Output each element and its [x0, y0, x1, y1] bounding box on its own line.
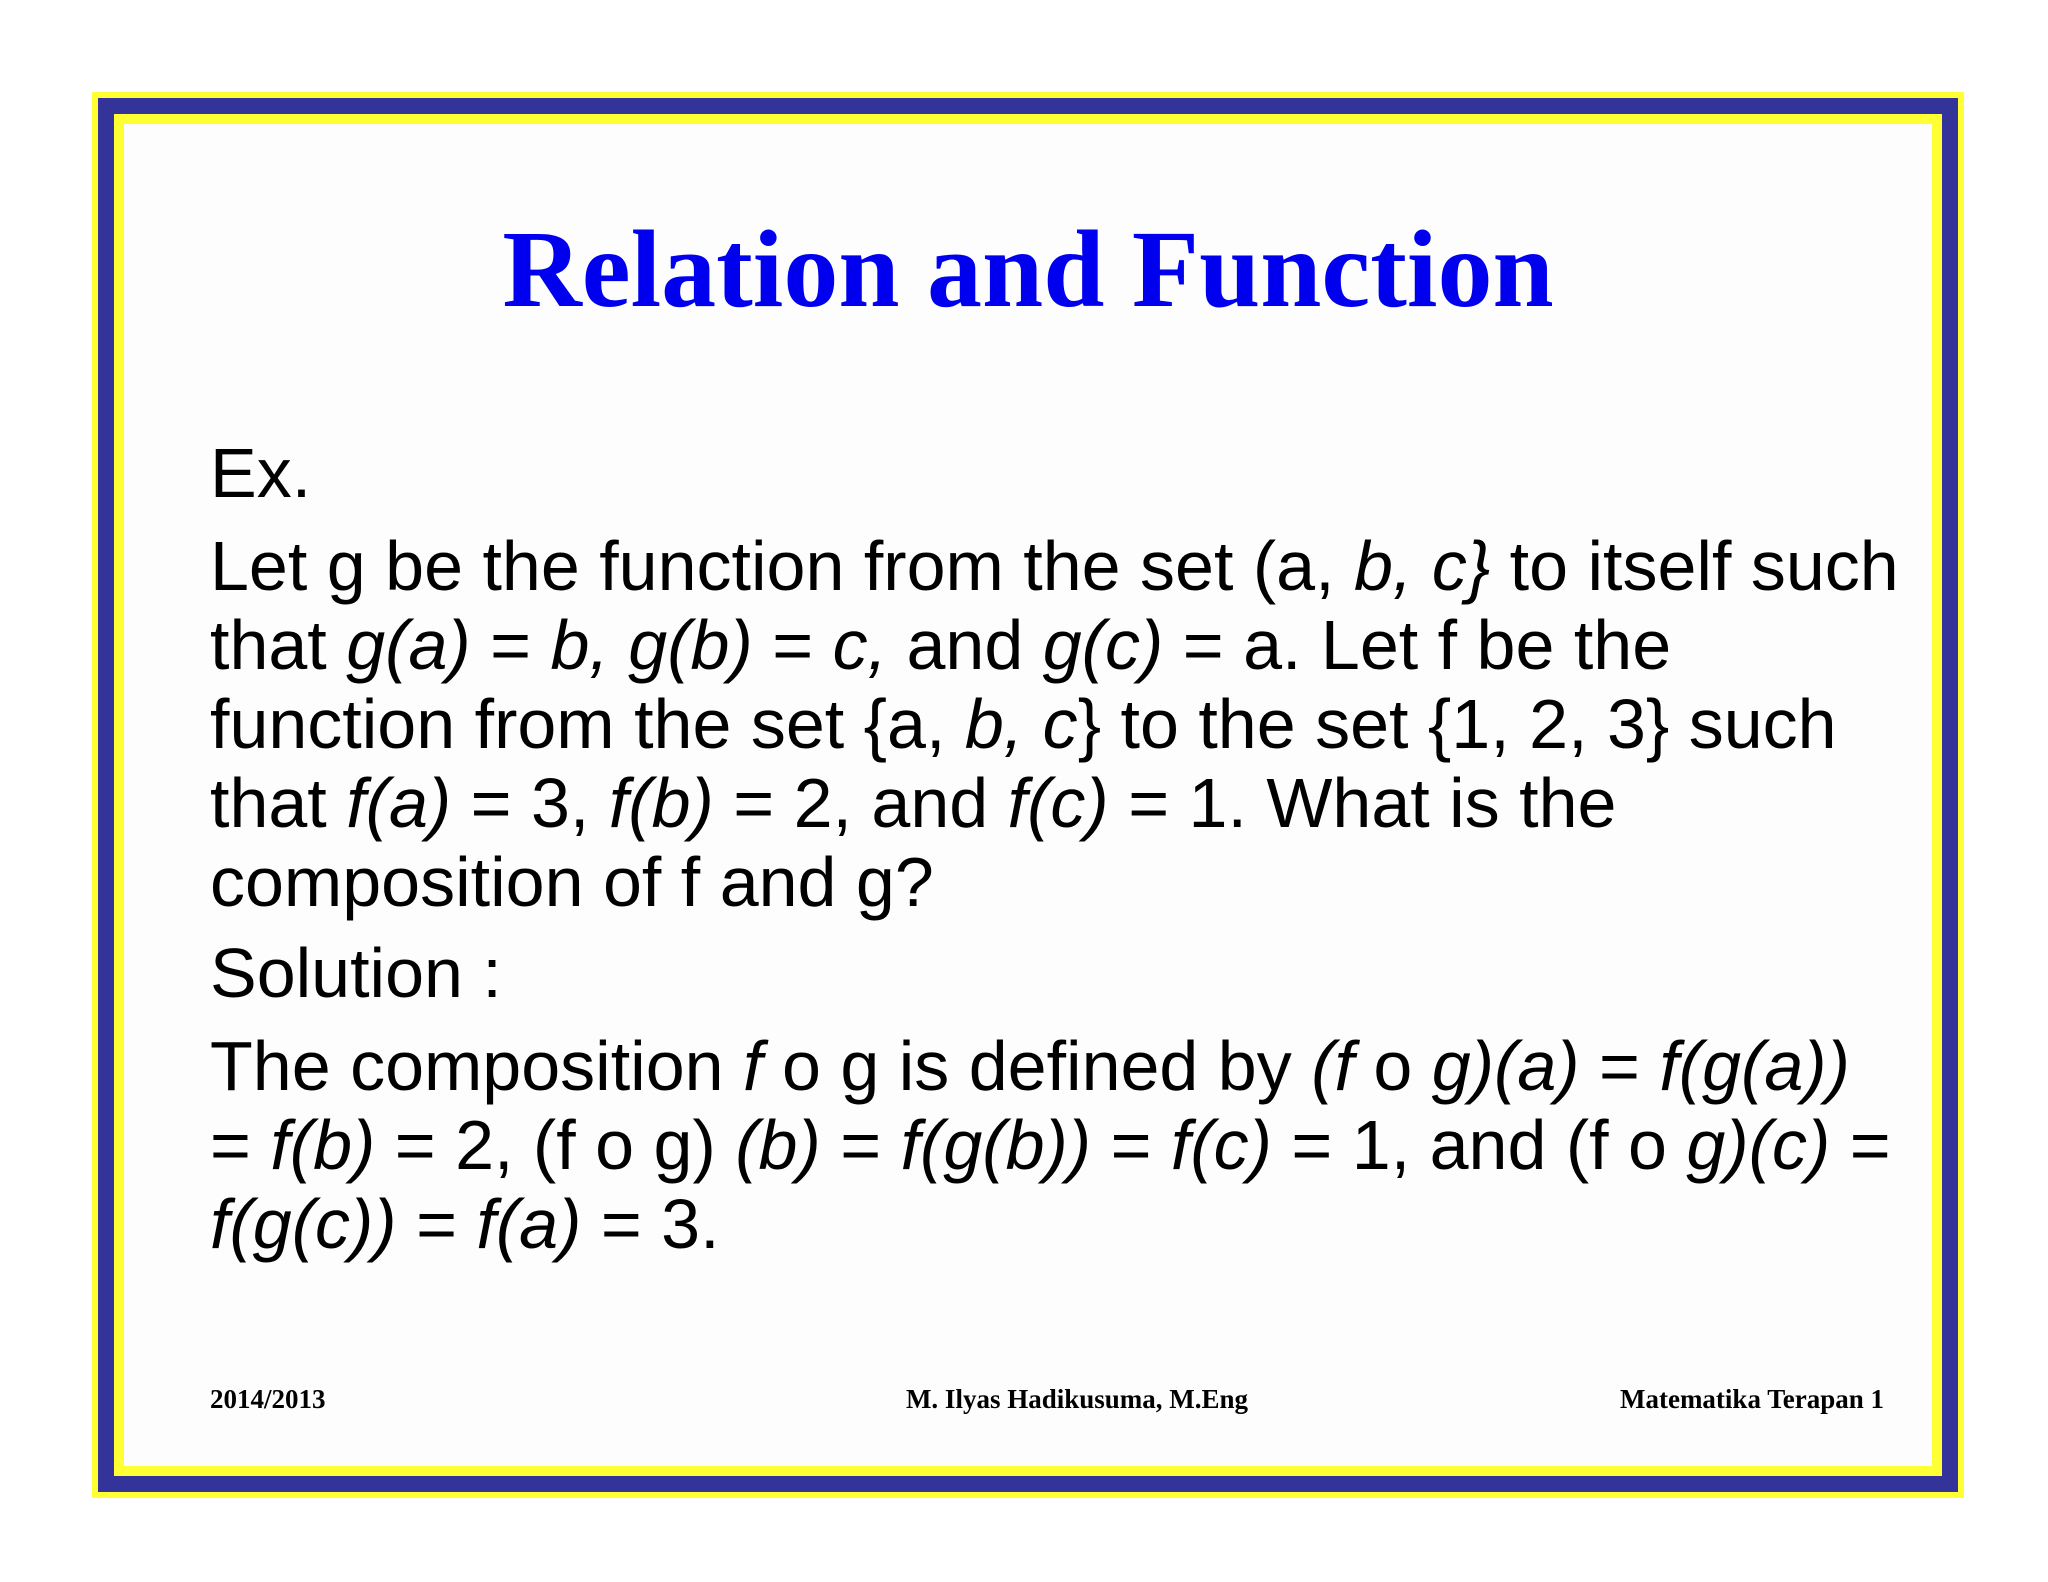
math-expression: g(c) [1042, 606, 1164, 684]
math-expression: g)(c) [1686, 1106, 1831, 1184]
math-expression: b, c [964, 685, 1078, 763]
text-run: = 2, and [713, 764, 1008, 842]
solution-text [210, 1027, 1910, 1264]
solution-label: Solution : [210, 934, 502, 1012]
math-expression: b, c} [1354, 527, 1491, 605]
math-expression: g)(a) [1431, 1027, 1580, 1105]
slide-footer [210, 1384, 1884, 1420]
slide-body [124, 124, 1932, 1466]
footer-author: M. Ilyas Hadikusuma, M.Eng [905, 1384, 1249, 1414]
text-run: = 1. What is the composition of f and g? [210, 764, 1617, 921]
math-expression: g(a) [346, 606, 471, 684]
text-run: = 2, (f o g) [375, 1106, 736, 1184]
problem-statement [210, 527, 1910, 922]
math-expression: f [743, 1027, 763, 1105]
text-run: = [752, 606, 833, 684]
math-expression: f(b) [270, 1106, 376, 1184]
text-run: = 3. [581, 1185, 720, 1263]
slide-title: Relation and Function [502, 208, 1554, 330]
text-run: and [887, 606, 1043, 684]
slide-frame [92, 92, 1964, 1498]
math-expression: f(a) [476, 1185, 582, 1263]
text-run: = [1830, 1106, 1891, 1184]
footer-date: 2014/2013 [210, 1384, 326, 1414]
example-label: Ex. [210, 434, 312, 512]
math-expression: f(g(a)) [1659, 1027, 1850, 1105]
slide-border-blue [98, 98, 1958, 1492]
text-run: = [470, 606, 551, 684]
math-expression: f(b) [608, 764, 714, 842]
footer-course: Matematika Terapan 1 [1619, 1384, 1884, 1414]
text-run: = 1, and (f o [1271, 1106, 1687, 1184]
text-run: = 3, [451, 764, 609, 842]
slide-border-yellow [114, 114, 1942, 1476]
math-expression: b, g(b) [550, 606, 753, 684]
text-run: } to the set {1, 2, 3} such that [210, 685, 1837, 842]
text-run: Let g be the function from the set (a, [210, 527, 1354, 605]
text-run: The composition [210, 1027, 744, 1105]
math-expression: f(c) [1007, 764, 1109, 842]
math-expression: f(c) [1170, 1106, 1272, 1184]
text-run: = [820, 1106, 901, 1184]
text-run: o [1353, 1027, 1432, 1105]
text-run: = [1579, 1027, 1660, 1105]
text-run: o g is defined by [762, 1027, 1312, 1105]
math-expression: c, [832, 606, 888, 684]
text-run: = [396, 1185, 477, 1263]
text-run: = a. Let f be the function from the set {a, [210, 606, 1672, 763]
text-run: = [1091, 1106, 1171, 1184]
slide-content [210, 434, 1910, 1264]
math-expression: f(g(c)) [210, 1185, 397, 1263]
math-expression: f(a) [346, 764, 452, 842]
math-expression: (b) [735, 1106, 821, 1184]
math-expression: (f [1311, 1027, 1354, 1105]
text-run: = [210, 1106, 271, 1184]
text-run: to itself such that [210, 527, 1899, 684]
math-expression: f(g(b)) [900, 1106, 1092, 1184]
